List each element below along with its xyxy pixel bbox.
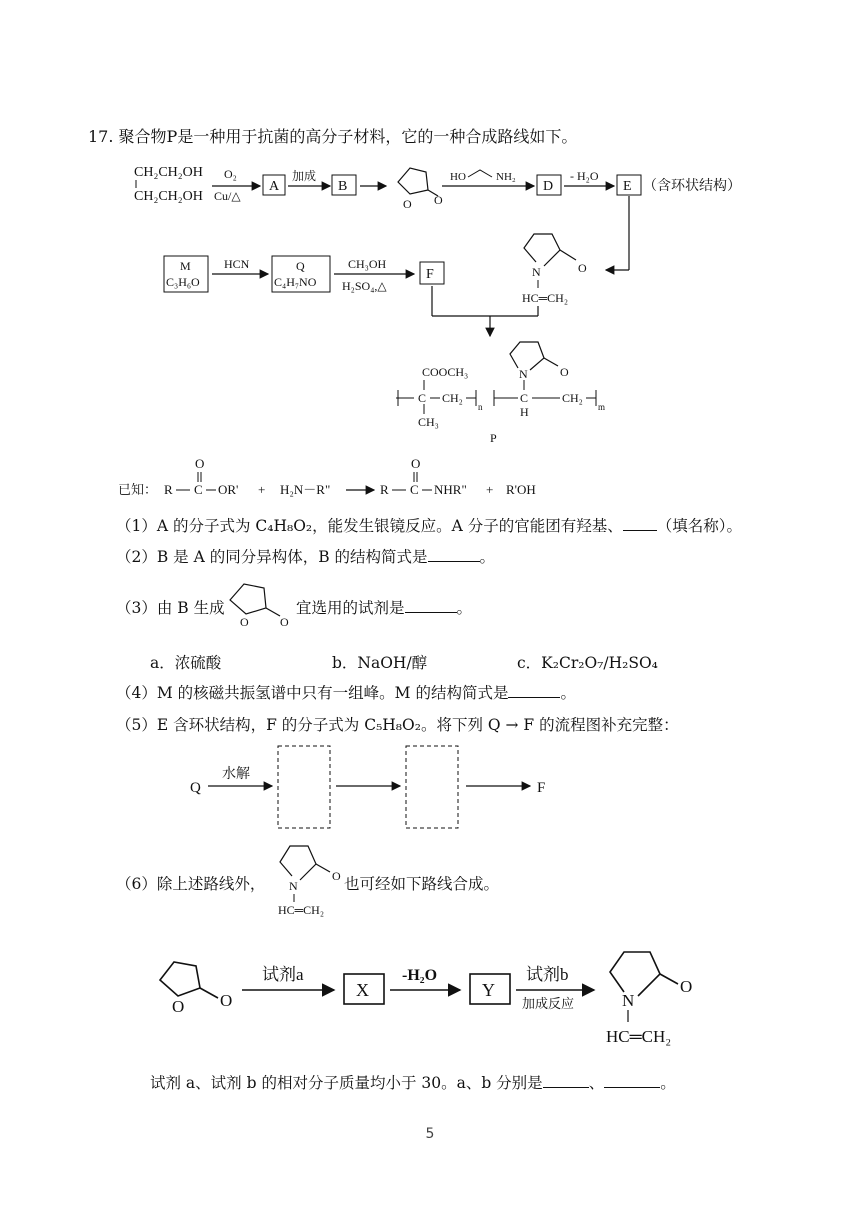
box-f-label: F bbox=[426, 267, 434, 282]
p-c: C bbox=[410, 482, 419, 497]
q1-blank[interactable] bbox=[623, 516, 657, 531]
byproduct: R'OH bbox=[506, 482, 536, 497]
s2-reagent-a: 试剂a bbox=[262, 965, 304, 984]
flow-step1: 水解 bbox=[222, 767, 250, 782]
q3-blank[interactable] bbox=[405, 598, 457, 613]
nvp-o: O bbox=[578, 261, 587, 275]
q4-end: 。 bbox=[560, 684, 576, 702]
cond6-top: CH₃OH bbox=[348, 257, 387, 271]
p-left: R bbox=[380, 482, 389, 497]
q2-blank[interactable] bbox=[428, 547, 480, 562]
s2-ring-o1: O bbox=[172, 997, 185, 1016]
q3-lactone bbox=[222, 578, 296, 628]
cond4: - H₂O bbox=[570, 169, 599, 183]
r1-c: C bbox=[194, 482, 203, 497]
plus-1: + bbox=[258, 482, 266, 497]
p-label: P bbox=[490, 431, 497, 445]
flow-blank-box-1[interactable] bbox=[278, 746, 330, 828]
q4-text: （4）M 的核磁共振氢谱中只有一组峰。M 的结构简式是 bbox=[116, 684, 509, 702]
q6-post: 也可经如下路线合成。 bbox=[344, 875, 500, 893]
s2-ring-o2: O bbox=[220, 991, 233, 1010]
s2-prod-vinyl: HC═CH₂ bbox=[606, 1027, 672, 1046]
q6-nvp bbox=[270, 840, 346, 920]
poly-ring-o: O bbox=[560, 365, 569, 379]
s2-box-y-label: Y bbox=[482, 980, 495, 1000]
q1-line bbox=[116, 514, 742, 536]
cond5: HCN bbox=[224, 257, 250, 271]
q3-ring-o2: O bbox=[280, 615, 289, 628]
poly-ch2-b: CH₂ bbox=[562, 391, 583, 405]
s2-box-x-label: X bbox=[356, 980, 369, 1000]
q6-pre: （6）除上述路线外， bbox=[116, 875, 266, 893]
question-stem: 聚合物P是一种用于抗菌的高分子材料，它的一种合成路线如下。 bbox=[118, 127, 578, 146]
diol-top: CH₂CH₂OH bbox=[134, 165, 203, 180]
q3-ring-o1: O bbox=[240, 615, 249, 628]
q3-post-line bbox=[296, 596, 472, 618]
final-end: 。 bbox=[660, 1074, 676, 1092]
lactone-o2: O bbox=[434, 193, 443, 207]
box-d-label: D bbox=[543, 179, 554, 194]
q3-line bbox=[116, 596, 225, 618]
option-c: c．K₂Cr₂O₇/H₂SO₄ bbox=[517, 654, 658, 672]
q2-text: （2）B 是 A 的同分异构体，B 的结构简式是 bbox=[116, 548, 428, 566]
s2-addition: 加成反应 bbox=[522, 996, 575, 1011]
alternative-route bbox=[150, 940, 710, 1060]
q1-text: （1）A 的分子式为 C₄H₈O₂，能发生银镜反应。A 分子的官能团有羟基、 bbox=[116, 517, 623, 535]
diol-bottom: CH₂CH₂OH bbox=[134, 189, 203, 204]
q2-end: 。 bbox=[479, 548, 496, 566]
q4-blank[interactable] bbox=[508, 683, 560, 698]
option-a: a．浓硫酸 bbox=[150, 654, 222, 672]
lactone-o1: O bbox=[403, 197, 412, 211]
r1-right: OR' bbox=[218, 482, 239, 497]
s2-minus-water: -H₂O bbox=[402, 967, 438, 984]
q1-end: （填名称）。 bbox=[656, 517, 743, 535]
q6-ring-n: N bbox=[289, 879, 298, 893]
o-top-2: O bbox=[411, 456, 421, 471]
s2-product-ring bbox=[610, 952, 660, 996]
poly-c: C bbox=[418, 391, 427, 405]
nvp-ring bbox=[524, 234, 560, 266]
poly-sub-n: n bbox=[478, 402, 483, 412]
q3-end: 。 bbox=[456, 599, 473, 617]
s2-reagent-b: 试剂b bbox=[526, 965, 569, 984]
answer-b-blank[interactable] bbox=[604, 1073, 660, 1088]
poly-ch: C bbox=[520, 391, 529, 405]
p-right: NHR" bbox=[434, 482, 467, 497]
final-line bbox=[150, 1071, 676, 1093]
q-label: Q bbox=[296, 259, 305, 273]
reactant-2: H₂N－R" bbox=[280, 482, 331, 497]
question-number: 17. bbox=[88, 127, 114, 146]
q2-line bbox=[116, 545, 495, 567]
m-label: M bbox=[180, 259, 191, 273]
final-sep: 、 bbox=[588, 1074, 605, 1092]
o-top-1: O bbox=[195, 456, 205, 471]
cond3-right: NH₂ bbox=[496, 171, 516, 183]
nvp-n: N bbox=[532, 265, 541, 279]
box-e-label: E bbox=[623, 179, 632, 194]
e-note: （含环状结构） bbox=[643, 179, 741, 194]
final-text: 试剂 a、试剂 b 的相对分子质量均小于 30。a、b 分别是 bbox=[150, 1074, 543, 1092]
q3-pre: （3）由 B 生成 bbox=[116, 599, 225, 617]
poly-sub-m: m bbox=[598, 402, 606, 412]
plus-2: + bbox=[486, 482, 494, 497]
q-formula: C₄H₇NO bbox=[274, 275, 317, 289]
m-formula: C₃H₆O bbox=[166, 275, 200, 289]
known-prefix: 已知： bbox=[118, 482, 158, 497]
poly-ch2: CH₂ bbox=[442, 391, 463, 405]
flow-end: F bbox=[537, 780, 546, 796]
s2-lactone bbox=[160, 962, 200, 996]
known-reaction bbox=[118, 454, 578, 498]
poly-ch3: CH₃ bbox=[418, 415, 439, 429]
poly-ring bbox=[510, 342, 544, 370]
lactone-ring bbox=[398, 168, 428, 194]
nvp-vinyl: HC═CH₂ bbox=[522, 291, 569, 305]
cond2: 加成 bbox=[292, 169, 317, 183]
cond1-bottom: Cu/△ bbox=[214, 189, 241, 203]
cond3-left: HO bbox=[450, 171, 466, 183]
synthesis-scheme bbox=[120, 150, 810, 450]
q-to-f-flow bbox=[180, 742, 560, 832]
q6-vinyl: HC═CH₂ bbox=[278, 903, 325, 917]
option-b: b．NaOH/醇 bbox=[332, 654, 428, 672]
cond6-bottom: H₂SO₄,△ bbox=[342, 279, 387, 293]
flow-blank-box-2[interactable] bbox=[406, 746, 458, 828]
question-title bbox=[88, 124, 577, 147]
poly-cooch3: COOCH₃ bbox=[422, 365, 469, 379]
box-b-label: B bbox=[338, 179, 348, 194]
q3-post: 宜选用的试剂是 bbox=[296, 599, 405, 617]
cond1-top: O₂ bbox=[224, 167, 237, 181]
q4-line bbox=[116, 681, 576, 703]
q5-line: （5）E 含环状结构，F 的分子式为 C₅H₈O₂。将下列 Q → F 的流程图补充完整： bbox=[116, 716, 679, 734]
poly-ring-n: N bbox=[519, 367, 528, 381]
s2-prod-o: O bbox=[680, 977, 693, 996]
poly-h: H bbox=[520, 405, 529, 419]
s2-prod-n: N bbox=[622, 991, 635, 1010]
q6-ring-o: O bbox=[332, 869, 341, 883]
page-number: 5 bbox=[425, 1126, 435, 1142]
flow-start: Q bbox=[190, 780, 201, 796]
answer-a-blank[interactable] bbox=[543, 1073, 589, 1088]
box-a-label: A bbox=[269, 179, 280, 194]
r1-left: R bbox=[164, 482, 173, 497]
